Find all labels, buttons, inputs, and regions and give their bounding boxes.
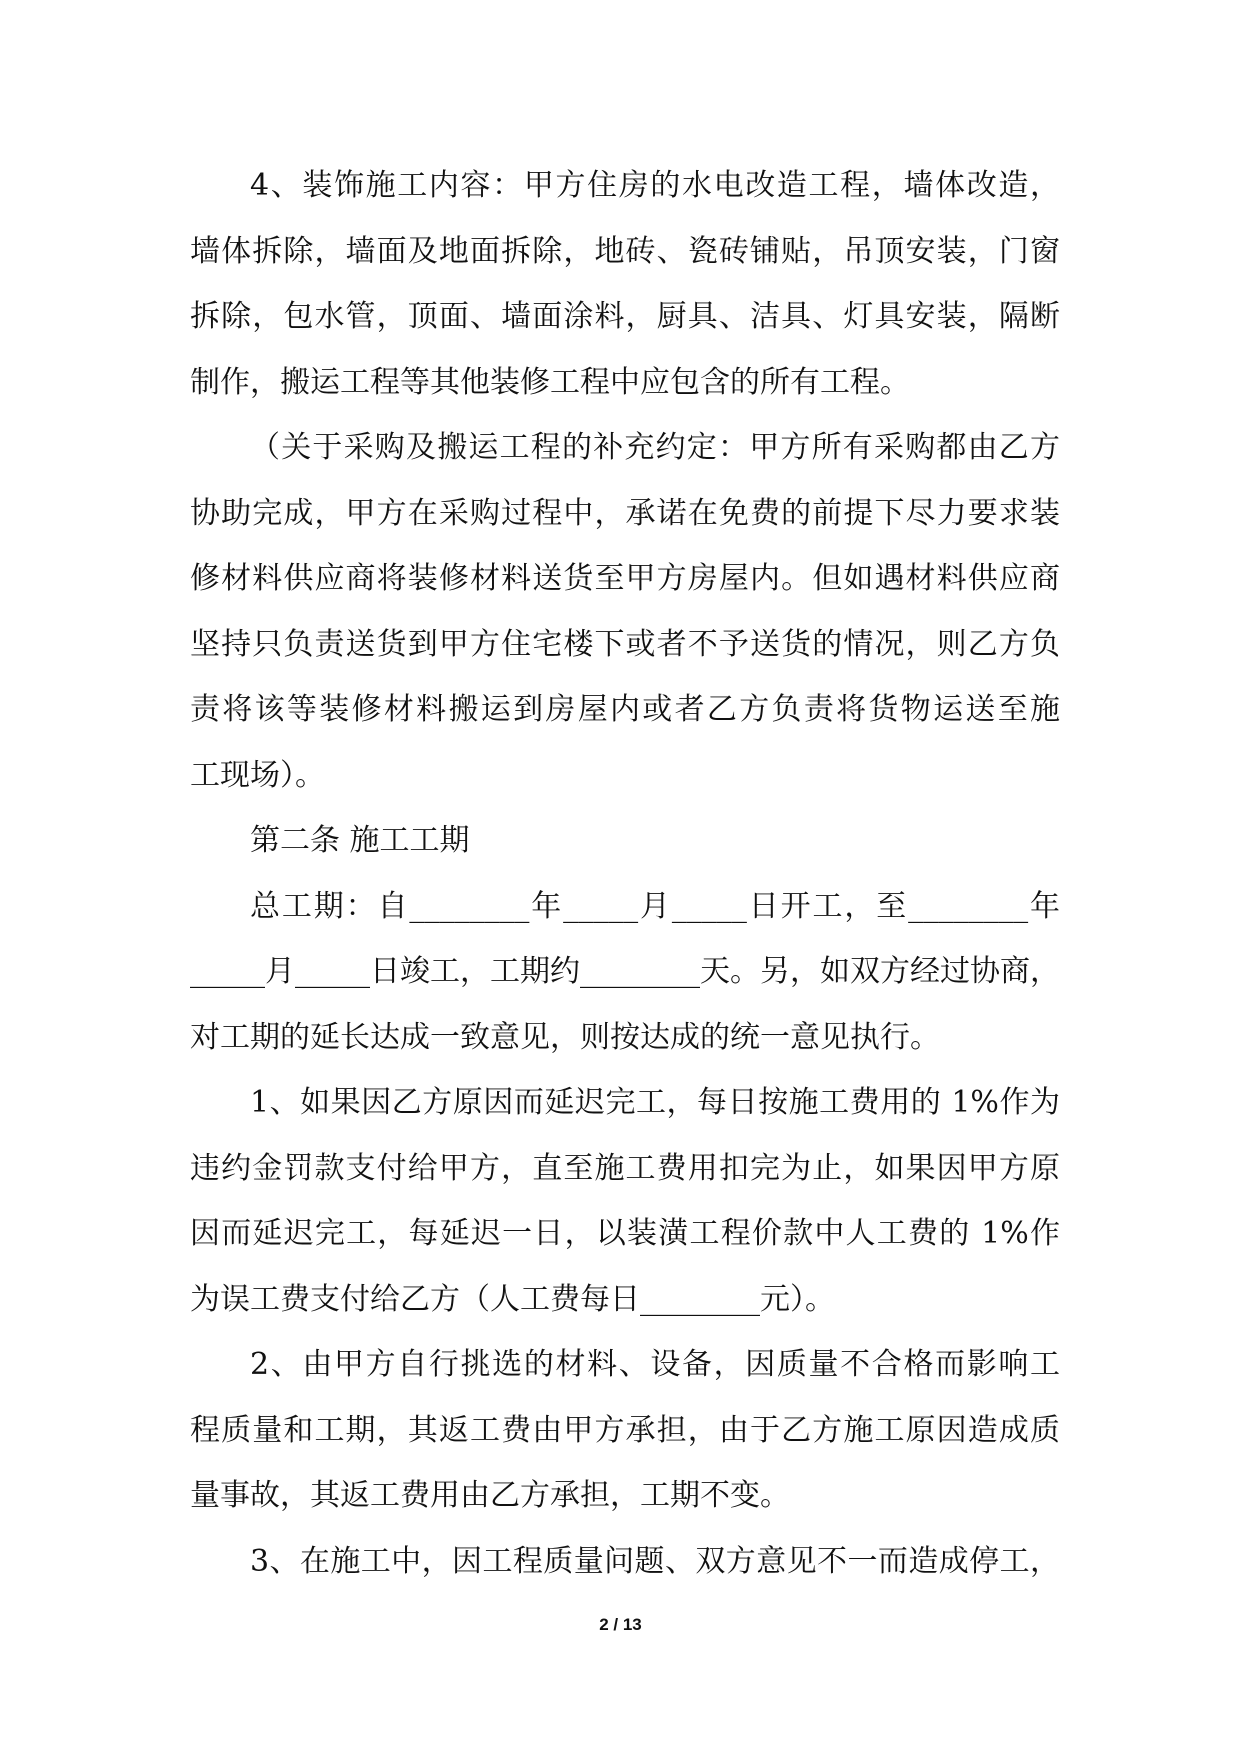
page-number: 2 / 13	[599, 1615, 642, 1634]
paragraph-line: 3、在施工中，因工程质量问题、双方意见不一而造成停工，	[250, 1543, 1060, 1579]
paragraph-line: 工现场）。	[190, 757, 325, 793]
paragraph-clause-1	[190, 1070, 1060, 1332]
paragraph-line: 责将该等装修材料搬运到房屋内或者乙方负责将货物运送至施	[190, 692, 1060, 727]
article-heading	[190, 808, 1060, 874]
paragraph-procurement-note	[190, 415, 1060, 808]
document-body	[190, 153, 1060, 1594]
paragraph-line: 量事故，其返工费用由乙方承担，工期不变。	[190, 1478, 790, 1513]
paragraph-line: 修材料供应商将装修材料送货至甲方房屋内。但如遇材料供应商	[190, 561, 1060, 596]
paragraph-line: 1、如果因乙方原因而延迟完工，每日按施工费用的 1%作为	[250, 1085, 1060, 1120]
paragraph-line: 协助完成，甲方在采购过程中，承诺在免费的前提下尽力要求装	[190, 495, 1060, 531]
paragraph-line: （关于采购及搬运工程的补充约定：甲方所有采购都由乙方	[250, 430, 1060, 465]
paragraph-line: 制作，搬运工程等其他装修工程中应包含的所有工程。	[190, 364, 910, 400]
paragraph-line: 总工期：自________年_____月_____日开工，至________年	[250, 888, 1060, 924]
paragraph-clause-2	[190, 1332, 1060, 1529]
paragraph-line: _____月_____日竣工，工期约________天。另，如双方经过协商，	[190, 954, 1060, 989]
paragraph-line: 为误工费支付给乙方（人工费每日________元）。	[190, 1281, 835, 1317]
paragraph-line: 因而延迟完工，每延迟一日，以装潢工程价款中人工费的 1%作	[190, 1216, 1060, 1251]
paragraph-total-duration	[190, 874, 1060, 1071]
paragraph-line: 4、装饰施工内容：甲方住房的水电改造工程，墙体改造，	[250, 168, 1060, 203]
paragraph-line: 坚持只负责送货到甲方住宅楼下或者不予送货的情况，则乙方负	[190, 626, 1060, 662]
paragraph-line: 程质量和工期，其返工费由甲方承担，由于乙方施工原因造成质	[190, 1412, 1060, 1448]
paragraph-line: 墙体拆除，墙面及地面拆除，地砖、瓷砖铺贴，吊顶安装，门窗	[190, 233, 1060, 269]
paragraph-line: 违约金罚款支付给甲方，直至施工费用扣完为止，如果因甲方原	[190, 1150, 1060, 1186]
paragraph-decoration-scope	[190, 153, 1060, 415]
paragraph-line: 对工期的延长达成一致意见，则按达成的统一意见执行。	[190, 1019, 940, 1055]
paragraph-clause-3	[190, 1529, 1060, 1595]
paragraph-line: 拆除，包水管，顶面、墙面涂料，厨具、洁具、灯具安装，隔断	[190, 299, 1060, 334]
paragraph-line: 2、由甲方自行挑选的材料、设备，因质量不合格而影响工	[250, 1347, 1060, 1382]
article-title: 第二条 施工工期	[250, 823, 470, 858]
